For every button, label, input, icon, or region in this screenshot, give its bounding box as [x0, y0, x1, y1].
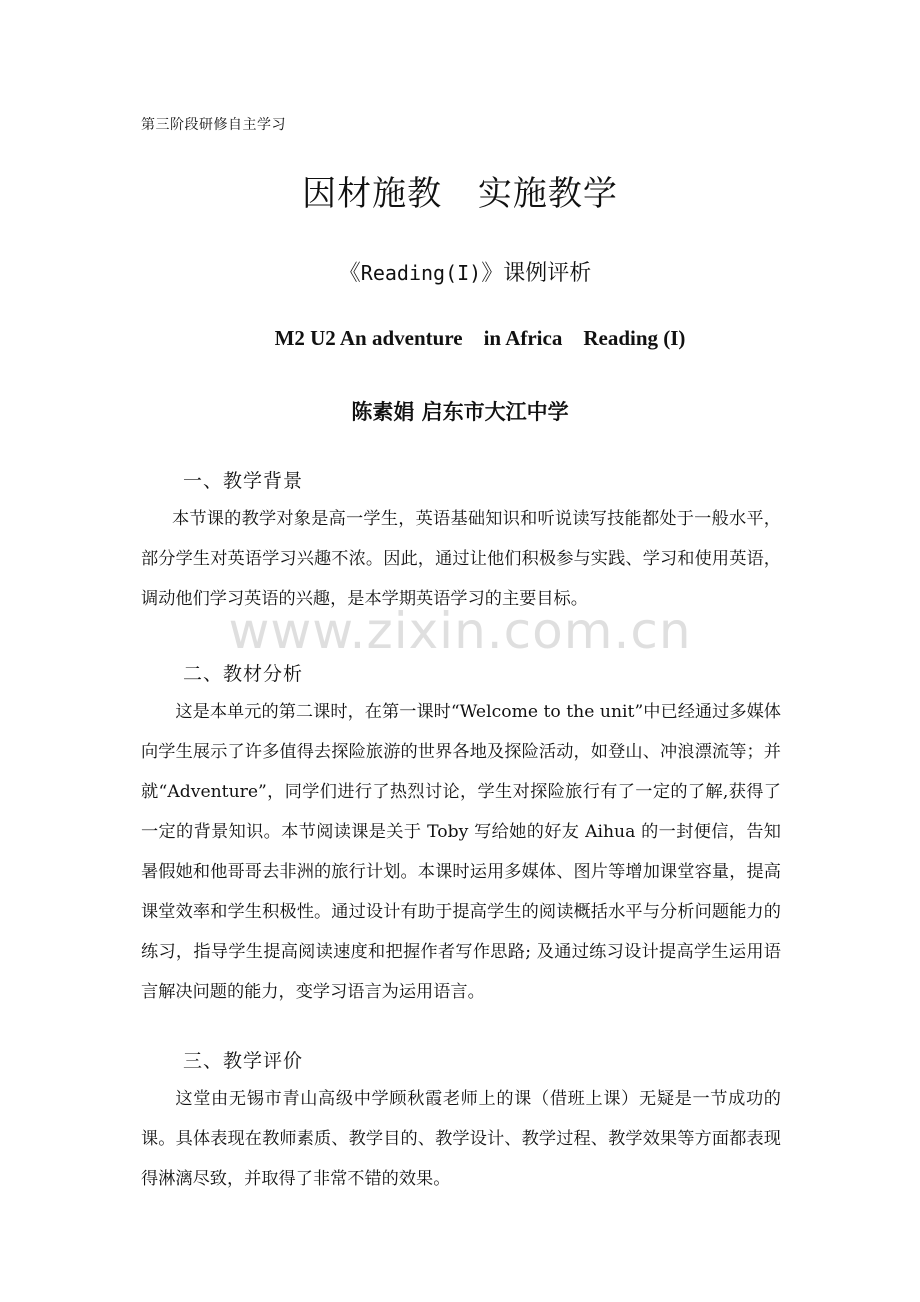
- page-header: 第三阶段研修自主学习: [141, 117, 286, 133]
- subtitle-close: 》课例评析: [481, 261, 592, 286]
- document-subtitle: [0, 256, 920, 287]
- document-title: 因材施教 实施教学: [302, 174, 618, 214]
- section-heading-evaluation: 三、教学评价: [183, 1050, 304, 1072]
- section-heading-material: 二、教材分析: [183, 663, 304, 685]
- section-paragraph-material: 这是本单元的第二课时，在第一课时“Welcome to the unit”中已经通过多媒体向学生展示了许多值得去探险旅游的世界各地及探险活动，如登山、冲浪漂流等；并就“Adventure”，同学们进行了热烈讨论，学生对探险旅行有了一定的了解,获得了一定的背景知识。本节阅读课是关于 Toby 写给她的好友 Aihua 的一封便信，告知 暑假她和他哥哥去非洲的旅行计划。本课时运用多媒体、图片等增加课堂容量，提高课堂效率和学生积极性。通过设计有助于提高学生的阅读概括水平与分析问题能力的练习，指导学生提高阅读速度和把握作者写作思路; 及通过练习设计提高学生运用语言解决问题的能力，变学习语言为运用语言。: [141, 702, 781, 1002]
- subtitle-reading: Reading(I): [360, 261, 482, 285]
- section-paragraph-background: 本节课的教学对象是高一学生，英语基础知识和听说读写技能都处于一般水平，部分学生对英语学习兴趣不浓。因此，通过让他们积极参与实践、学习和使用英语，调动他们学习英语的兴趣，是本学期英语学习的主要目标。: [141, 509, 781, 609]
- subtitle-open-bracket: 《: [338, 261, 361, 286]
- section-heading-background: 一、教学背景: [183, 470, 304, 492]
- watermark: www.zixin.com.cn: [228, 602, 692, 660]
- section-paragraph-evaluation: 这堂由无锡市青山高级中学顾秋霞老师上的课（借班上课）无疑是一节成功的课。具体表现在教师素质、教学目的、教学设计、教学过程、教学效果等方面都表现得淋漓尽致，并取得了非常不错的效果。: [141, 1089, 781, 1189]
- author-line: 陈素娟 启东市大江中学: [351, 399, 569, 424]
- lesson-title: M2 U2 An adventure in Africa Reading (I): [274, 326, 686, 350]
